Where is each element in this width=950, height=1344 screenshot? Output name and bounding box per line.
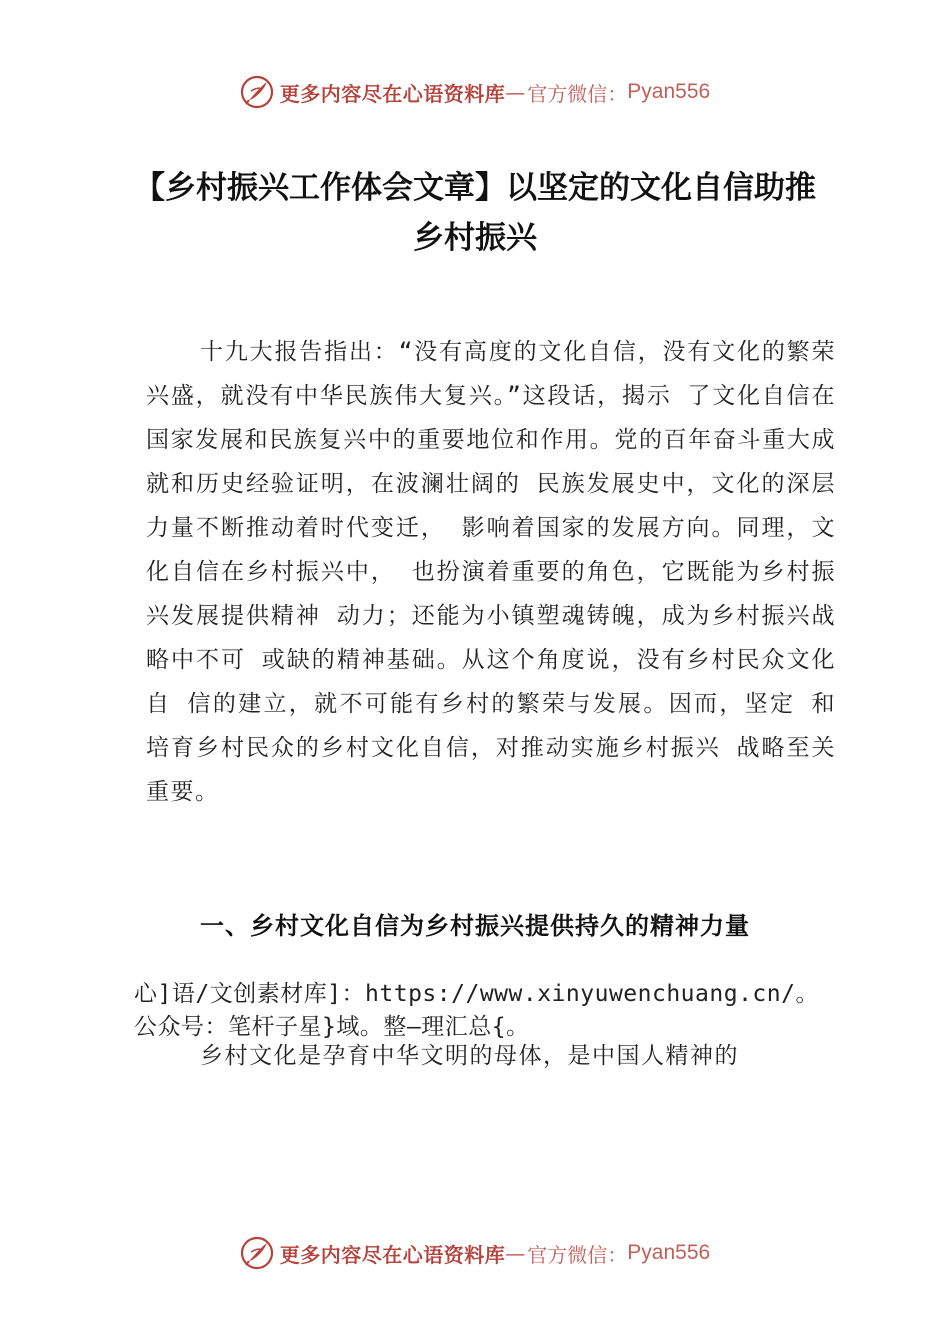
watermark-dash: —	[505, 80, 526, 104]
source-line-website: 心]语/文创素材库]：https://www.xinyuwenchuang.cn/。	[134, 981, 819, 1007]
watermark-wechat-id: Pyan556	[627, 80, 711, 103]
header-watermark	[0, 72, 950, 112]
source-line-account: 公众号：笔杆子星}域。整—理汇总{。	[134, 1014, 530, 1040]
watermark-wechat-label: 官方微信：	[527, 1242, 628, 1267]
quill-logo-icon	[240, 1236, 274, 1270]
watermark-dash: —	[505, 1241, 526, 1265]
section-1-heading: 一、乡村文化自信为乡村振兴提供持久的精神力量	[200, 912, 750, 940]
watermark-wechat-label: 官方微信：	[527, 81, 628, 106]
watermark-wechat-id: Pyan556	[627, 1241, 711, 1264]
watermark-promo-text: 更多内容尽在心语资料库	[279, 81, 506, 106]
intro-paragraph: 十九大报告指出：“没有高度的文化自信，没有文化的繁荣兴盛，就没有中华民族伟大复兴。”这段话，揭示 了文化自信在国家发展和民族复兴中的重要地位和作用。党的百年奋斗重大成就和历史经验证明，在波澜壮阔的 民族发展史中，文化的深层力量不断推动着时代变迁， 影响着国家的发展方向。同理，文化自信在乡村振兴中， 也扮演着重要的角色，它既能为乡村振兴发展提供精神 动力；还能为小镇塑魂铸魄，成为乡村振兴战略中不可 或缺的精神基础。从这个角度说，没有乡村民众文化自 信的建立，就不可能有乡村的繁荣与发展。因而，坚定 和培育乡村民众的乡村文化自信，对推动实施乡村振兴 战略至关重要。	[146, 339, 836, 805]
footer-watermark	[0, 1233, 950, 1273]
section-1-paragraph-start: 乡村文化是孕育中华文明的母体，是中国人精神的	[200, 1043, 739, 1069]
article-title: 【乡村振兴工作体会文章】以坚定的文化自信助推乡村振兴	[134, 170, 816, 256]
watermark-promo-text: 更多内容尽在心语资料库	[279, 1242, 506, 1267]
quill-logo-icon	[240, 75, 274, 109]
